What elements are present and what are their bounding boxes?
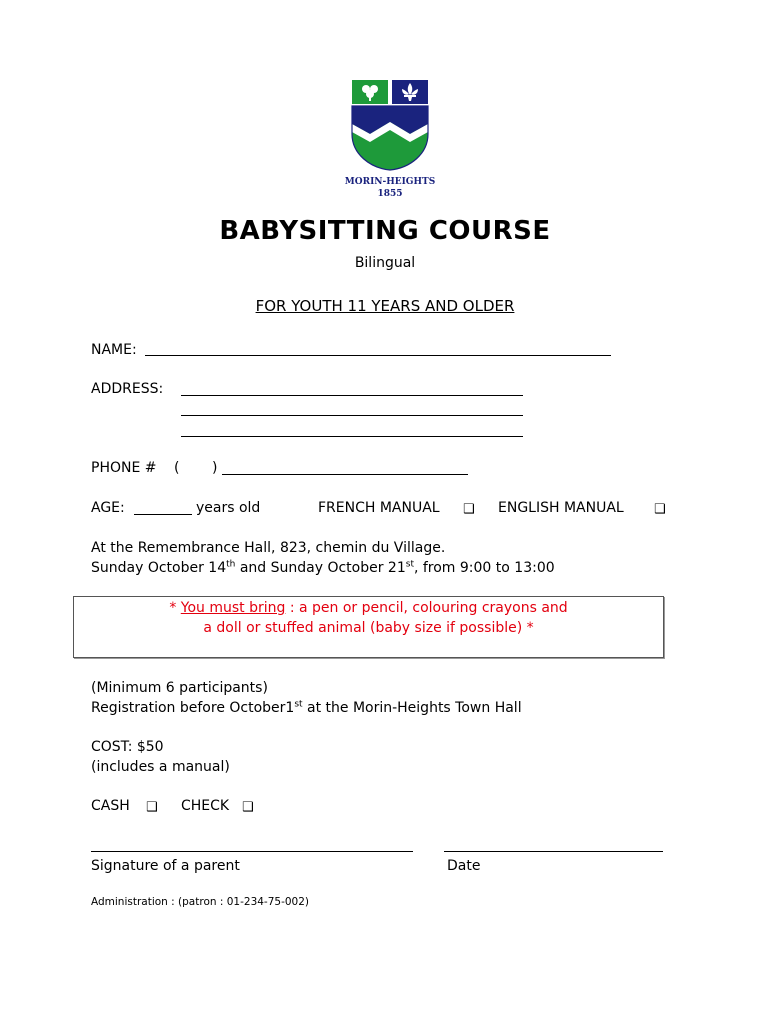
phone-label: PHONE # (91, 460, 157, 476)
location-line-1: At the Remembrance Hall, 823, chemin du Village. (91, 540, 446, 556)
notice-line-1 (73, 600, 664, 616)
registration-text: Registration before October1 (91, 700, 295, 716)
date-field[interactable] (444, 851, 663, 852)
cost-note: (includes a manual) (91, 759, 230, 775)
english-manual-label: ENGLISH MANUAL (498, 500, 624, 516)
phone-paren-close: ) (212, 460, 218, 476)
coat-of-arms-icon (340, 72, 440, 177)
subtitle: Bilingual (354, 255, 416, 271)
cost-amount: COST: $50 (91, 739, 164, 755)
cash-label: CASH (91, 798, 130, 814)
location-sup-2: st (405, 559, 414, 570)
address-label: ADDRESS: (91, 381, 164, 397)
location-date-1: Sunday October 14 (91, 560, 227, 576)
town-name: MORIN-HEIGHTS (344, 177, 436, 187)
age-label: AGE: (91, 500, 125, 516)
date-label: Date (447, 858, 481, 874)
location-sup-1: th (226, 559, 236, 570)
age-suffix: years old (196, 500, 261, 516)
registration-deadline (91, 700, 522, 716)
location-time: , from 9:00 to 13:00 (413, 560, 555, 576)
location-date-2: and Sunday October 21 (235, 560, 406, 576)
location-line-2 (91, 560, 555, 576)
phone-paren-open: ( (174, 460, 180, 476)
town-year: 1855 (377, 189, 403, 199)
french-manual-label: FRENCH MANUAL (318, 500, 440, 516)
signature-label: Signature of a parent (91, 858, 240, 874)
name-label: NAME: (91, 342, 137, 358)
age-field[interactable] (134, 514, 192, 515)
notice-star: * (169, 600, 181, 616)
page-title: BABYSITTING COURSE (219, 216, 551, 246)
notice-items: : a pen or pencil, colouring crayons and (285, 600, 568, 616)
minimum-participants: (Minimum 6 participants) (91, 680, 268, 696)
audience: FOR YOUTH 11 YEARS AND OLDER (255, 297, 515, 315)
phone-field[interactable] (222, 474, 468, 475)
town-logo (340, 72, 440, 204)
notice-line-2: a doll or stuffed animal (baby size if possible) * (203, 620, 534, 636)
address-field-line-2[interactable] (181, 415, 523, 416)
registration-sup: st (294, 699, 303, 710)
check-label: CHECK (181, 798, 230, 814)
check-checkbox[interactable]: ❑ (242, 800, 254, 815)
english-manual-checkbox[interactable]: ❑ (654, 502, 666, 517)
name-field[interactable] (145, 355, 611, 356)
signature-field[interactable] (91, 851, 413, 852)
french-manual-checkbox[interactable]: ❑ (463, 502, 475, 517)
notice-emphasis: You must bring (180, 600, 286, 616)
address-field-line-1[interactable] (181, 395, 523, 396)
admin-note: Administration : (patron : 01-234-75-002) (91, 896, 310, 908)
cash-checkbox[interactable]: ❑ (146, 800, 158, 815)
registration-place: at the Morin-Heights Town Hall (302, 700, 522, 716)
address-field-line-3[interactable] (181, 436, 523, 437)
